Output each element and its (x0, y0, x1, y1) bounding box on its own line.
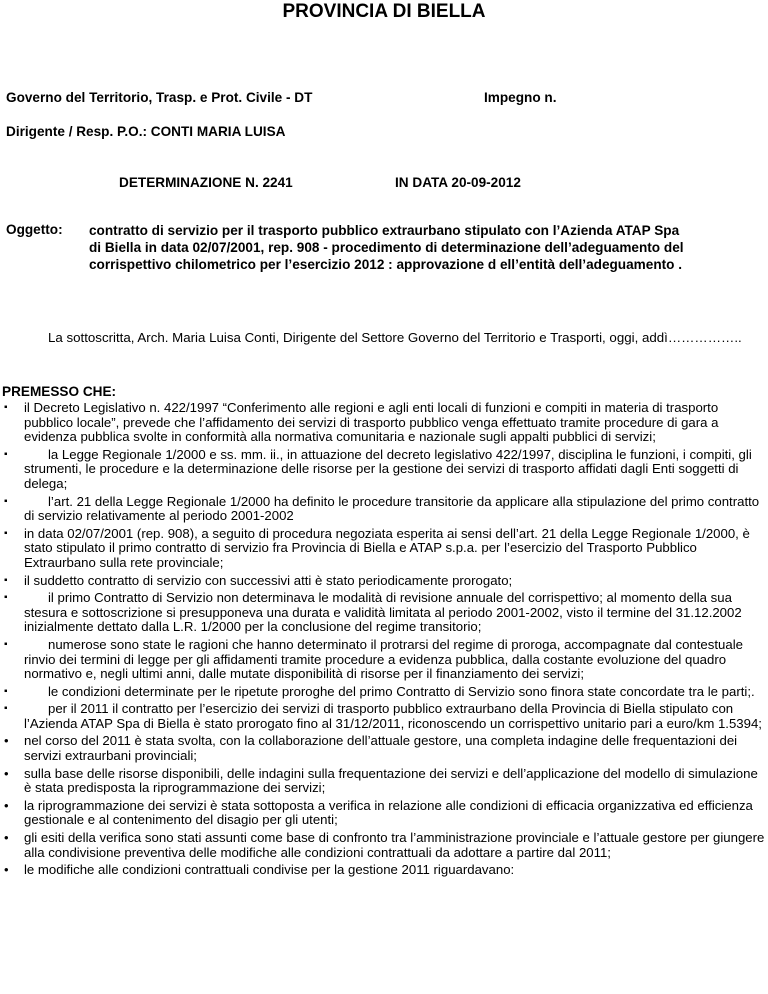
premesso-item-text: nel corso del 2011 è stata svolta, con la collaborazione dell’attuale gestore, una completa indagine delle frequentazioni dei servizi extraurbani provinciali; (24, 733, 738, 764)
premesso-item-text: per il 2011 il contratto per l’esercizio dei servizi di trasporto pubblico extraurbano della Provincia di Biella stipulato con l’Azienda ATAP Spa di Biella è stato prorogato fino al 31/12/2011, riconoscendo un corrispettivo unitario pari a euro/km 1.5394; (24, 701, 762, 731)
round-bullet-icon: • (4, 862, 9, 878)
premesso-item (0, 527, 766, 571)
premesso-item-text: in data 02/07/2001 (rep. 908), a seguito di procedura negoziata esperita ai sensi dell’art. 21 della Legge Regionale 1/2000, è stato stipulato il primo contratto di servizio fra Provincia di Biella e ATAP s.p.a. per l’esercizio del Trasporto Pubblico Extraurbano sulla rete provinciale; (24, 525, 750, 570)
square-bullet-icon: ▪ (4, 574, 8, 586)
impegno-label: Impegno n. (484, 90, 557, 105)
premesso-item-text: il suddetto contratto di servizio con successivi atti è stato periodicamente prorogato; (24, 572, 513, 588)
round-bullet-icon: • (4, 797, 9, 813)
oggetto-label: Oggetto: (6, 222, 63, 237)
square-bullet-icon: ▪ (4, 495, 8, 507)
premesso-item (0, 863, 766, 878)
premesso-item-text: gli esiti della verifica sono stati assunti come base di confronto tra l’amministrazione provinciale e l’attuale gestore per giungere alla condivisione preventiva delle modifiche alle condizioni contrattuali da adottare a partire dal 2011; (24, 830, 765, 860)
premesso-item-text: il Decreto Legislativo n. 422/1997 “Conferimento alle regioni e agli enti locali di funzioni e compiti in materia di trasporto pubblico locale”, prevede che l’affidamento dei servizi di trasporto pubblico venga effettuato tramite procedure di gara a evidenza pubblica svolte in conformità alla normativa comunitaria e nazionale sugli appalti pubblici di servizi; (24, 400, 719, 445)
settore-label: Governo del Territorio, Trasp. e Prot. Civile - DT (6, 90, 313, 105)
premesso-heading: PREMESSO CHE: (2, 384, 117, 399)
premesso-item (0, 831, 766, 860)
premesso-item (0, 574, 766, 589)
premesso-item-text: numerose sono state le ragioni che hanno determinato il protrarsi del regime di proroga, accompagnate dal contestuale rinvio dei termini di legge per gli affidamenti tramite procedure a evidenza pubblica, dalla costante evoluzione del quadro normativo e, negli ultimi anni, dalle mutate disponibilità di risorse per il finanziamento dei servizi; (24, 636, 743, 682)
determinazione-number: DETERMINAZIONE N. 2241 (119, 175, 293, 190)
intro-text: La sottoscritta, Arch. Maria Luisa Conti, Dirigente del Settore Governo del Territorio e Trasporti, oggi, addì…………….. (48, 330, 742, 345)
page-title: PROVINCIA DI BIELLA (282, 1, 486, 22)
intro-paragraph (6, 330, 758, 346)
premesso-item (0, 799, 766, 828)
premesso-item (0, 401, 766, 445)
premesso-item (0, 734, 766, 763)
square-bullet-icon: ▪ (4, 703, 8, 715)
premesso-item (0, 638, 766, 682)
round-bullet-icon: • (4, 765, 9, 781)
square-bullet-icon: ▪ (4, 448, 8, 460)
premesso-item-text: le modifiche alle condizioni contrattuali condivise per la gestione 2011 riguardavano: (24, 862, 515, 878)
square-bullet-icon: ▪ (4, 685, 8, 697)
premesso-item-text: le condizioni determinate per le ripetute proroghe del primo Contratto di Servizio sono finora state concordate tra le parti;. (48, 683, 755, 699)
determinazione-date: IN DATA 20-09-2012 (395, 175, 521, 190)
premesso-item (0, 767, 766, 796)
premesso-item-text: la riprogrammazione dei servizi è stata sottoposta a verifica in relazione alle condizioni di efficacia organizzativa ed efficienza gestionale e al contenimento del disagio per gli utenti; (24, 797, 753, 828)
square-bullet-icon: ▪ (4, 592, 8, 604)
square-bullet-icon: ▪ (4, 402, 8, 413)
square-bullet-icon: ▪ (4, 638, 8, 650)
premesso-item-text: sulla base delle risorse disponibili, delle indagini sulla frequentazione dei servizi e dell’applicazione del modello di simulazione è stata predisposta la riprogrammazione dei servizi; (24, 765, 758, 796)
round-bullet-icon: • (4, 733, 9, 749)
premesso-item-text: l’art. 21 della Legge Regionale 1/2000 ha definito le procedure transitorie da applicare alla stipulazione del primo contratto di servizio relativamente al periodo 2001-2002 (24, 493, 760, 524)
premesso-item-text: la Legge Regionale 1/2000 e ss. mm. ii., in attuazione del decreto legislativo 422/1997, disciplina le funzioni, i compiti, gli strumenti, le procedure e la determinazione delle risorse per la gestione dei servizi di trasporto affidati dagli Enti soggetti di delega; (24, 446, 752, 491)
dirigente-label: Dirigente / Resp. P.O.: CONTI MARIA LUISA (6, 124, 286, 139)
premesso-item (0, 591, 766, 635)
premesso-item (0, 685, 766, 700)
oggetto-text: contratto di servizio per il trasporto pubblico extraurbano stipulato con l’Azienda ATAP Spa di Biella in data 02/07/2001, rep. 908 - procedimento di determinazione dell’adeguamento del corrispettivo chilometrico per l’esercizio 2012 : approvazione d ell’entità dell’adeguamento . (89, 223, 684, 273)
round-bullet-icon: • (4, 830, 9, 846)
premesso-item (0, 702, 766, 731)
premesso-list (0, 401, 766, 881)
premesso-item (0, 495, 766, 524)
premesso-item (0, 448, 766, 492)
premesso-item-text: il primo Contratto di Servizio non determinava le modalità di revisione annuale del corrispettivo; al momento della sua stesura e sottoscrizione si presupponeva una durata e validità limitata al periodo 2001-2002, visto il termine del 31.12.2002 inizialmente dettato dalla L.R. 1/2000 per la conclusione del regime transitorio; (24, 590, 742, 635)
square-bullet-icon: ▪ (4, 527, 8, 539)
